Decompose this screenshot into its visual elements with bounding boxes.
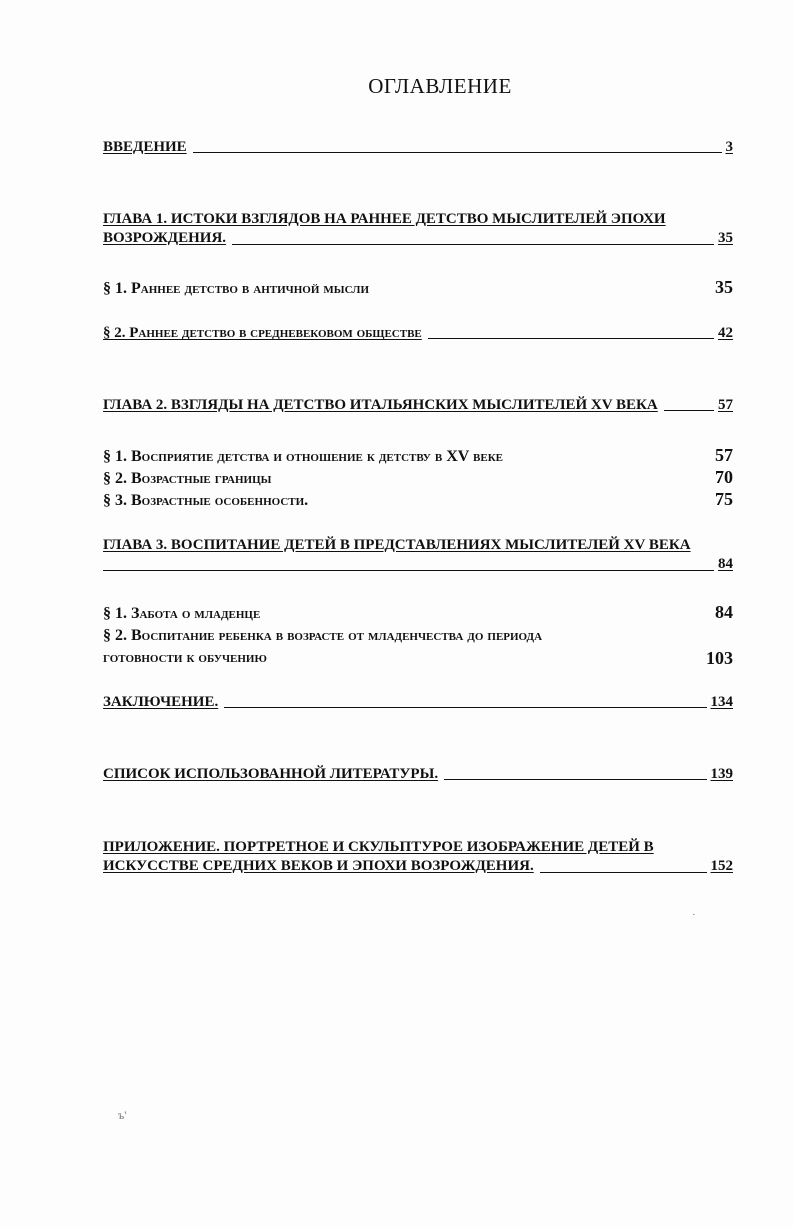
entry-page: 134 [710,694,733,710]
leader-line [540,872,707,873]
toc-entry-section-1-2[interactable] [103,325,733,342]
toc-entry-section-3-2[interactable] [103,625,733,669]
toc-entry-section-2-2[interactable] [103,467,733,488]
entry-label-line-2: ВОЗРОЖДЕНИЯ. [103,230,227,246]
toc-entry-chapter-3[interactable] [103,536,733,574]
entry-page: 3 [725,139,733,155]
leader-line [444,779,706,780]
leader-line [193,152,722,153]
corner-mark: ъ' [118,1108,127,1122]
leader-line [428,338,714,339]
toc-entry-chapter-1[interactable] [103,210,733,248]
page-title: ОГЛАВЛЕНИЕ [368,74,512,98]
entry-page: 42 [718,325,733,341]
entry-label: ЗАКЛЮЧЕНИЕ. [103,694,219,710]
entry-page: 75 [715,489,733,509]
toc-entry-chapter-2[interactable] [103,397,733,414]
entry-label: § 1. Забота о младенце [103,605,261,622]
entry-page: 103 [706,648,733,668]
entry-page: 152 [710,858,733,874]
entry-page: 57 [718,397,733,413]
toc-entry-section-1-1[interactable] [103,277,733,298]
toc-entry-conclusion[interactable] [103,694,733,711]
leader-line [103,570,714,571]
entry-label: СПИСОК ИСПОЛЬЗОВАННОЙ ЛИТЕРАТУРЫ. [103,766,439,782]
entry-label-line-2: ИСКУССТВЕ СРЕДНИХ ВЕКОВ И ЭПОХИ ВОЗРОЖДЕНИЯ. [103,858,534,874]
entry-label: § 3. Возрастные особенности. [103,492,309,509]
toc-entry-section-2-3[interactable] [103,489,733,510]
toc-entry-appendix[interactable] [103,838,733,876]
entry-label: ВВЕДЕНИЕ [103,139,187,155]
entry-label-line-1: ГЛАВА 1. ИСТОКИ ВЗГЛЯДОВ НА РАННЕЕ ДЕТСТВО МЫСЛИТЕЛЕЙ ЭПОХИ [103,211,666,227]
entry-label: § 1. Восприятие детства и отношение к детству в XV веке [103,448,504,465]
entry-page: 139 [710,766,733,782]
entry-label: § 2. Возрастные границы [103,470,272,487]
entry-page: 35 [718,230,733,246]
entry-label-line-1: § 2. Воспитание ребенка в возрасте от младенчества до периода [103,627,543,644]
scan-speck: · [692,909,696,921]
entry-page: 35 [715,277,733,297]
toc-entry-section-3-1[interactable] [103,602,733,623]
leader-line [232,244,714,245]
entry-page: 84 [718,556,733,572]
entry-page: 70 [715,467,733,487]
entry-label: § 1. Раннее детство в античной мысли [103,280,369,297]
entry-label-line-2: готовности к обучению [103,649,267,666]
toc-entry-section-2-1[interactable] [103,445,733,466]
entry-label: § 2. Раннее детство в средневековом обществе [103,325,422,341]
leader-line [664,410,714,411]
entry-page: 57 [715,445,733,465]
toc-entry-bibliography[interactable] [103,766,733,783]
entry-page: 84 [715,602,733,622]
entry-label-line-1: ГЛАВА 3. ВОСПИТАНИЕ ДЕТЕЙ В ПРЕДСТАВЛЕНИЯХ МЫСЛИТЕЛЕЙ XV ВЕКА [103,537,691,553]
entry-label-line-1: ПРИЛОЖЕНИЕ. ПОРТРЕТНОЕ И СКУЛЬПТУРОЕ ИЗОБРАЖЕНИЕ ДЕТЕЙ В [103,839,654,855]
leader-line [224,707,706,708]
toc-entry-introduction[interactable] [103,139,733,156]
entry-label: ГЛАВА 2. ВЗГЛЯДЫ НА ДЕТСТВО ИТАЛЬЯНСКИХ МЫСЛИТЕЛЕЙ XV ВЕКА [103,397,658,413]
